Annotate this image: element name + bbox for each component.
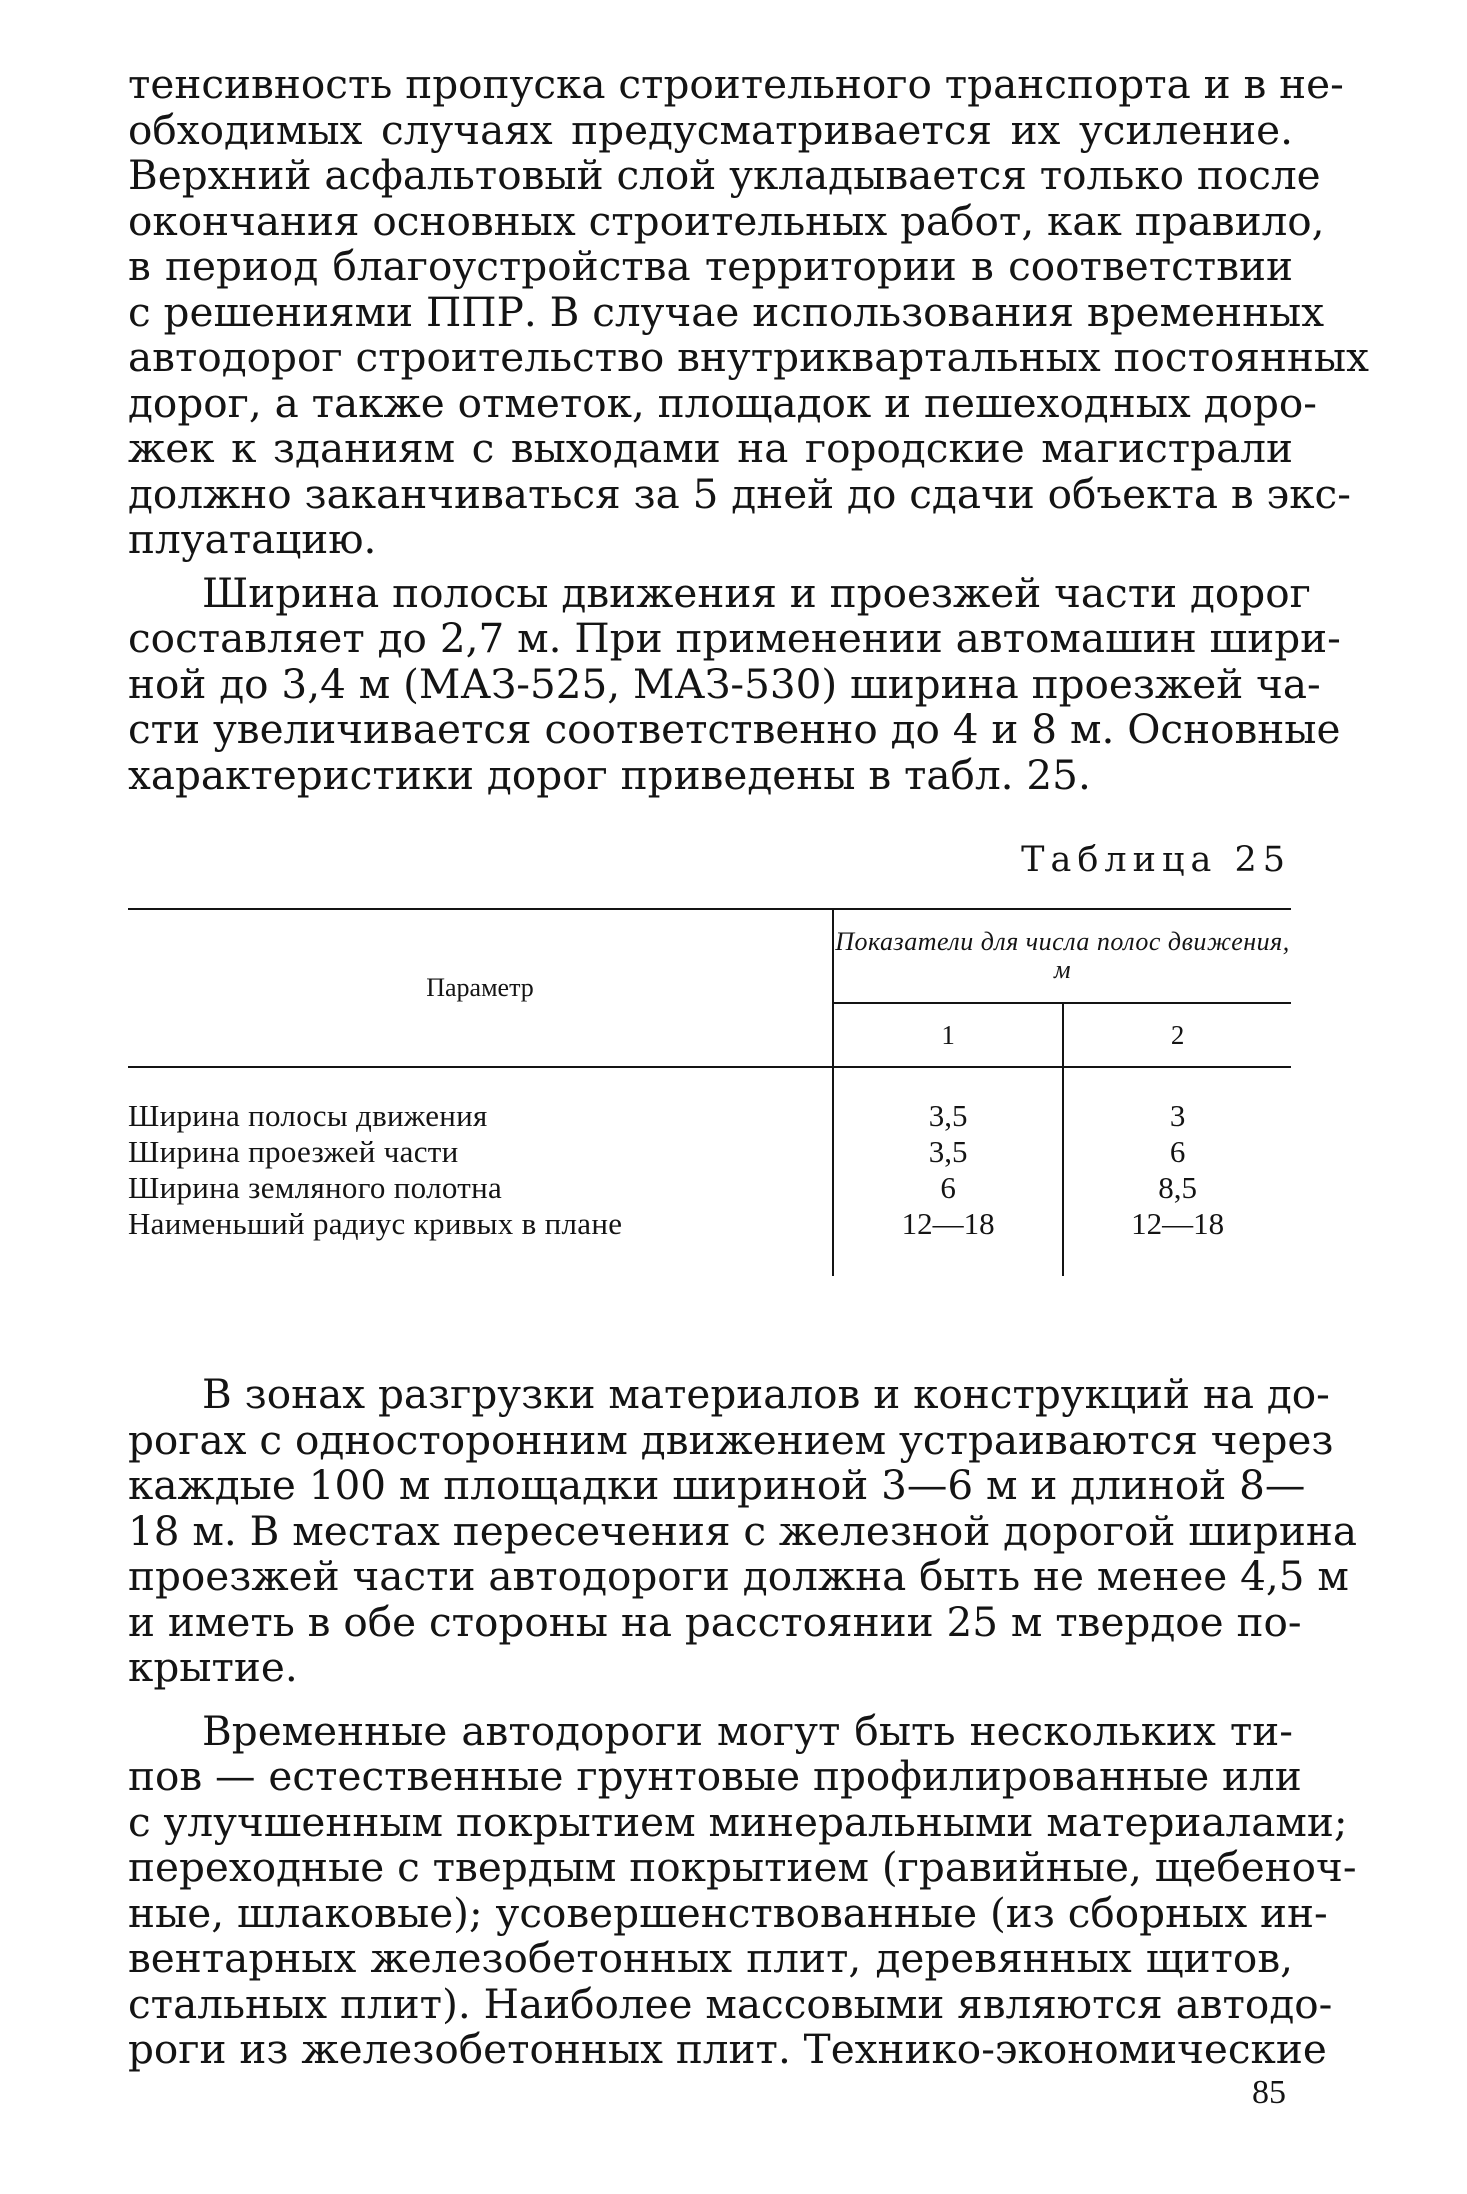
text-line: автодорог строительство внутриквартальных постоянных <box>128 333 1370 381</box>
text-line: Временные автодороги могут быть нескольких ти- <box>202 1706 1293 1755</box>
text-line: стальных плит). Наиболее массовыми являются автодо- <box>128 1979 1333 2028</box>
text-line: В зонах разгрузки материалов и конструкций на до- <box>202 1370 1330 1418</box>
paragraph <box>128 568 1341 799</box>
page-number: 85 <box>1252 2074 1286 2111</box>
paragraph <box>128 1706 1357 2073</box>
text-line: каждые 100 м площадки шириной 3—6 м и длиной 8— <box>128 1461 1306 1509</box>
col1-values-cell <box>833 1067 1063 1276</box>
table-cell-name: Наименьший радиус кривых в плане <box>128 1206 623 1241</box>
text-line: тенсивность пропуска строительного транспорта и в не- <box>128 60 1344 108</box>
text-line: 18 м. В местах пересечения с железной дорогой ширина <box>128 1506 1357 1555</box>
col2-values-cell <box>1063 1067 1291 1276</box>
table-cell-value: 12—18 <box>901 1206 995 1241</box>
table-header-group: Показатели для числа полос движения, м <box>833 909 1291 1003</box>
text-line: рогах с односторонним движением устраиваются через <box>128 1415 1334 1464</box>
text-line: роги из железобетонных плит. Технико-экономические <box>128 2025 1327 2073</box>
text-line: в период благоустройства территории в соответствии <box>128 242 1293 290</box>
text-line: жек к зданиям с выходами на городские магистрали <box>128 424 1293 472</box>
text-line: дорог, а также отметок, площадок и пешеходных доро- <box>128 378 1317 427</box>
text-line: окончания основных строительных работ, как правило, <box>128 196 1325 245</box>
text-line: переходные с твердым покрытием (гравийные, щебеноч- <box>128 1843 1357 1891</box>
table-header-col2: 2 <box>1063 1003 1291 1067</box>
table-caption: Таблица 25 <box>1021 840 1291 880</box>
text-line: характеристики дорог приведены в табл. 25. <box>128 750 1091 799</box>
document-page <box>128 60 1370 2073</box>
text-line: ной до 3,4 м (МАЗ-525, МАЗ-530) ширина проезжей ча- <box>128 659 1321 708</box>
text-line: Ширина полосы движения и проезжей части дорог <box>202 568 1311 617</box>
table-body <box>128 1067 1291 1276</box>
text-line: крытие. <box>128 1643 298 1691</box>
text-line: и иметь в обе стороны на расстоянии 25 м твердое по- <box>128 1597 1302 1646</box>
table-cell-name: Ширина проезжей части <box>128 1134 459 1169</box>
table-header-col1: 1 <box>833 1003 1063 1067</box>
table-cell-value: 6 <box>1169 1134 1186 1169</box>
table-cell-name: Ширина земляного полотна <box>128 1170 503 1205</box>
text-line: должно заканчиваться за 5 дней до сдачи объекта в экс- <box>128 469 1351 518</box>
data-table <box>128 908 1291 1276</box>
text-line: составляет до 2,7 м. При применении автомашин шири- <box>128 614 1341 662</box>
paragraph <box>128 1370 1357 1691</box>
text-line: вентарных железобетонных плит, деревянных щитов, <box>128 1934 1293 1982</box>
table-cell-value: 3,5 <box>928 1098 968 1133</box>
table-header-param: Параметр <box>128 909 833 1067</box>
text-line: ные, шлаковые); усовершенствованные (из сборных ин- <box>128 1888 1328 1937</box>
text-line: с решениями ППР. В случае использования временных <box>128 287 1325 336</box>
text-line: Верхний асфальтовый слой укладывается только после <box>128 151 1321 199</box>
table-cell-value: 3 <box>1169 1098 1186 1133</box>
text-line: плуатацию. <box>128 515 377 563</box>
paragraph <box>128 60 1370 563</box>
param-names-cell <box>128 1067 833 1276</box>
table-cell-value: 8,5 <box>1158 1170 1197 1205</box>
text-line: сти увеличивается соответственно до 4 и 8 м. Основные <box>128 705 1341 753</box>
text-line: проезжей части автодороги должна быть не менее 4,5 м <box>128 1552 1349 1600</box>
body-text-after-table <box>128 1370 1357 2073</box>
table-cell-name: Ширина полосы движения <box>128 1098 488 1133</box>
text-line: обходимых случаях предусматривается их усиление. <box>128 105 1293 154</box>
text-line: с улучшенным покрытием минеральными материалами; <box>128 1797 1348 1846</box>
table-cell-value: 3,5 <box>928 1134 968 1169</box>
table-cell-value: 6 <box>940 1170 956 1205</box>
text-line: пов — естественные грунтовые профилированные или <box>128 1752 1302 1800</box>
table-cell-value: 12—18 <box>1131 1206 1225 1241</box>
